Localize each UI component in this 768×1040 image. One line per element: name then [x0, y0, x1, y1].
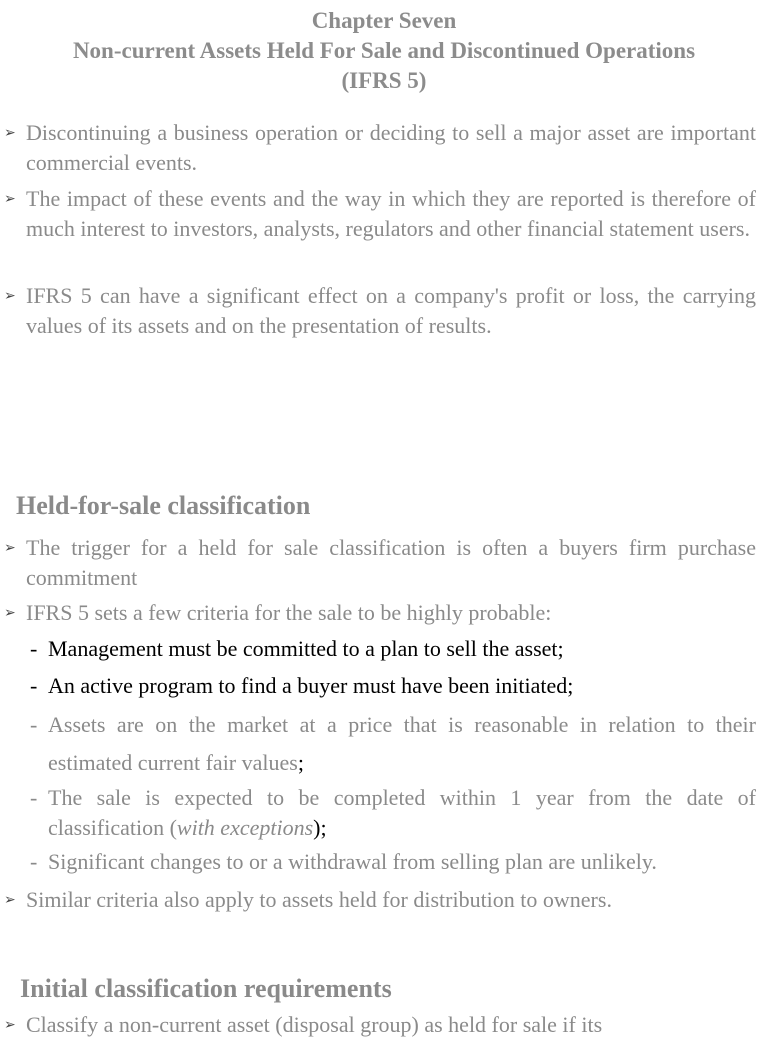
arrow-bullet-icon: ➢ [4, 605, 16, 621]
criteria-text: Significant changes to or a withdrawal from selling plan are unlikely. [48, 849, 657, 874]
criteria-item: - An active program to find a buyer must have been initiated; [30, 671, 756, 701]
arrow-bullet-icon: ➢ [4, 191, 16, 207]
section1-bullet [4, 885, 756, 915]
section2-bullet [4, 1010, 756, 1040]
arrow-bullet-icon: ➢ [4, 1017, 16, 1033]
criteria-end-punctuation: ; [320, 815, 327, 840]
intro-bullet [4, 118, 756, 178]
intro-bullet [4, 184, 756, 244]
section-heading-initial-classification: Initial classification requirements [20, 974, 392, 1003]
section1-bullet-text: The trigger for a held for sale classification is often a buyers firm purchase commitment [26, 535, 756, 590]
chapter-label: Chapter Seven [311, 8, 457, 33]
arrow-bullet-icon: ➢ [4, 288, 16, 304]
section1-bullet [4, 533, 756, 593]
section1-bullet [4, 598, 756, 628]
intro-bullet-text: Discontinuing a business operation or deciding to sell a major asset are important commercial events. [26, 120, 756, 175]
criteria-text: Assets are on the market at a price that is reasonable in relation to their estimated current fair values [48, 712, 756, 775]
section-heading-held-for-sale: Held-for-sale classification [16, 491, 311, 520]
section1-bullet-text: IFRS 5 sets a few criteria for the sale to be highly probable: [26, 600, 552, 625]
section2-bullet-text: Classify a non-current asset (disposal group) as held for sale if its [26, 1012, 603, 1037]
criteria-emphasis: with exceptions [176, 815, 314, 840]
criteria-item: - The sale is expected to be completed within 1 year from the date of classification (with exceptions); [30, 785, 756, 840]
criteria-text: Management must be committed to a plan to sell the asset; [48, 636, 564, 661]
intro-bullet [4, 281, 756, 341]
criteria-text: The sale is expected to be completed within 1 year from the date of classification ( [48, 785, 756, 840]
criteria-text: An active program to find a buyer must have been initiated; [48, 673, 574, 698]
page-title [0, 6, 768, 96]
criteria-item: - Management must be committed to a plan to sell the asset; [30, 634, 756, 664]
intro-bullet-text: The impact of these events and the way in which they are reported is therefore of much interest to investors, analysts, regulators and other financial statement users. [26, 186, 756, 241]
arrow-bullet-icon: ➢ [4, 892, 16, 908]
intro-bullet-text: IFRS 5 can have a significant effect on a company's profit or loss, the carrying values of its assets and on the presentation of results. [26, 283, 756, 338]
criteria-end-punctuation: ; [297, 750, 304, 775]
chapter-standard: (IFRS 5) [341, 68, 427, 93]
chapter-title: Non-current Assets Held For Sale and Discontinued Operations [72, 38, 696, 63]
section1-bullet-text: Similar criteria also apply to assets held for distribution to owners. [26, 887, 612, 912]
criteria-item: - Assets are on the market at a price that is reasonable in relation to their estimated current fair values; [30, 712, 756, 775]
arrow-bullet-icon: ➢ [4, 125, 16, 141]
criteria-item: - Significant changes to or a withdrawal from selling plan are unlikely. [30, 847, 756, 877]
arrow-bullet-icon: ➢ [4, 540, 16, 556]
criteria-close-paren: ) [313, 815, 321, 840]
